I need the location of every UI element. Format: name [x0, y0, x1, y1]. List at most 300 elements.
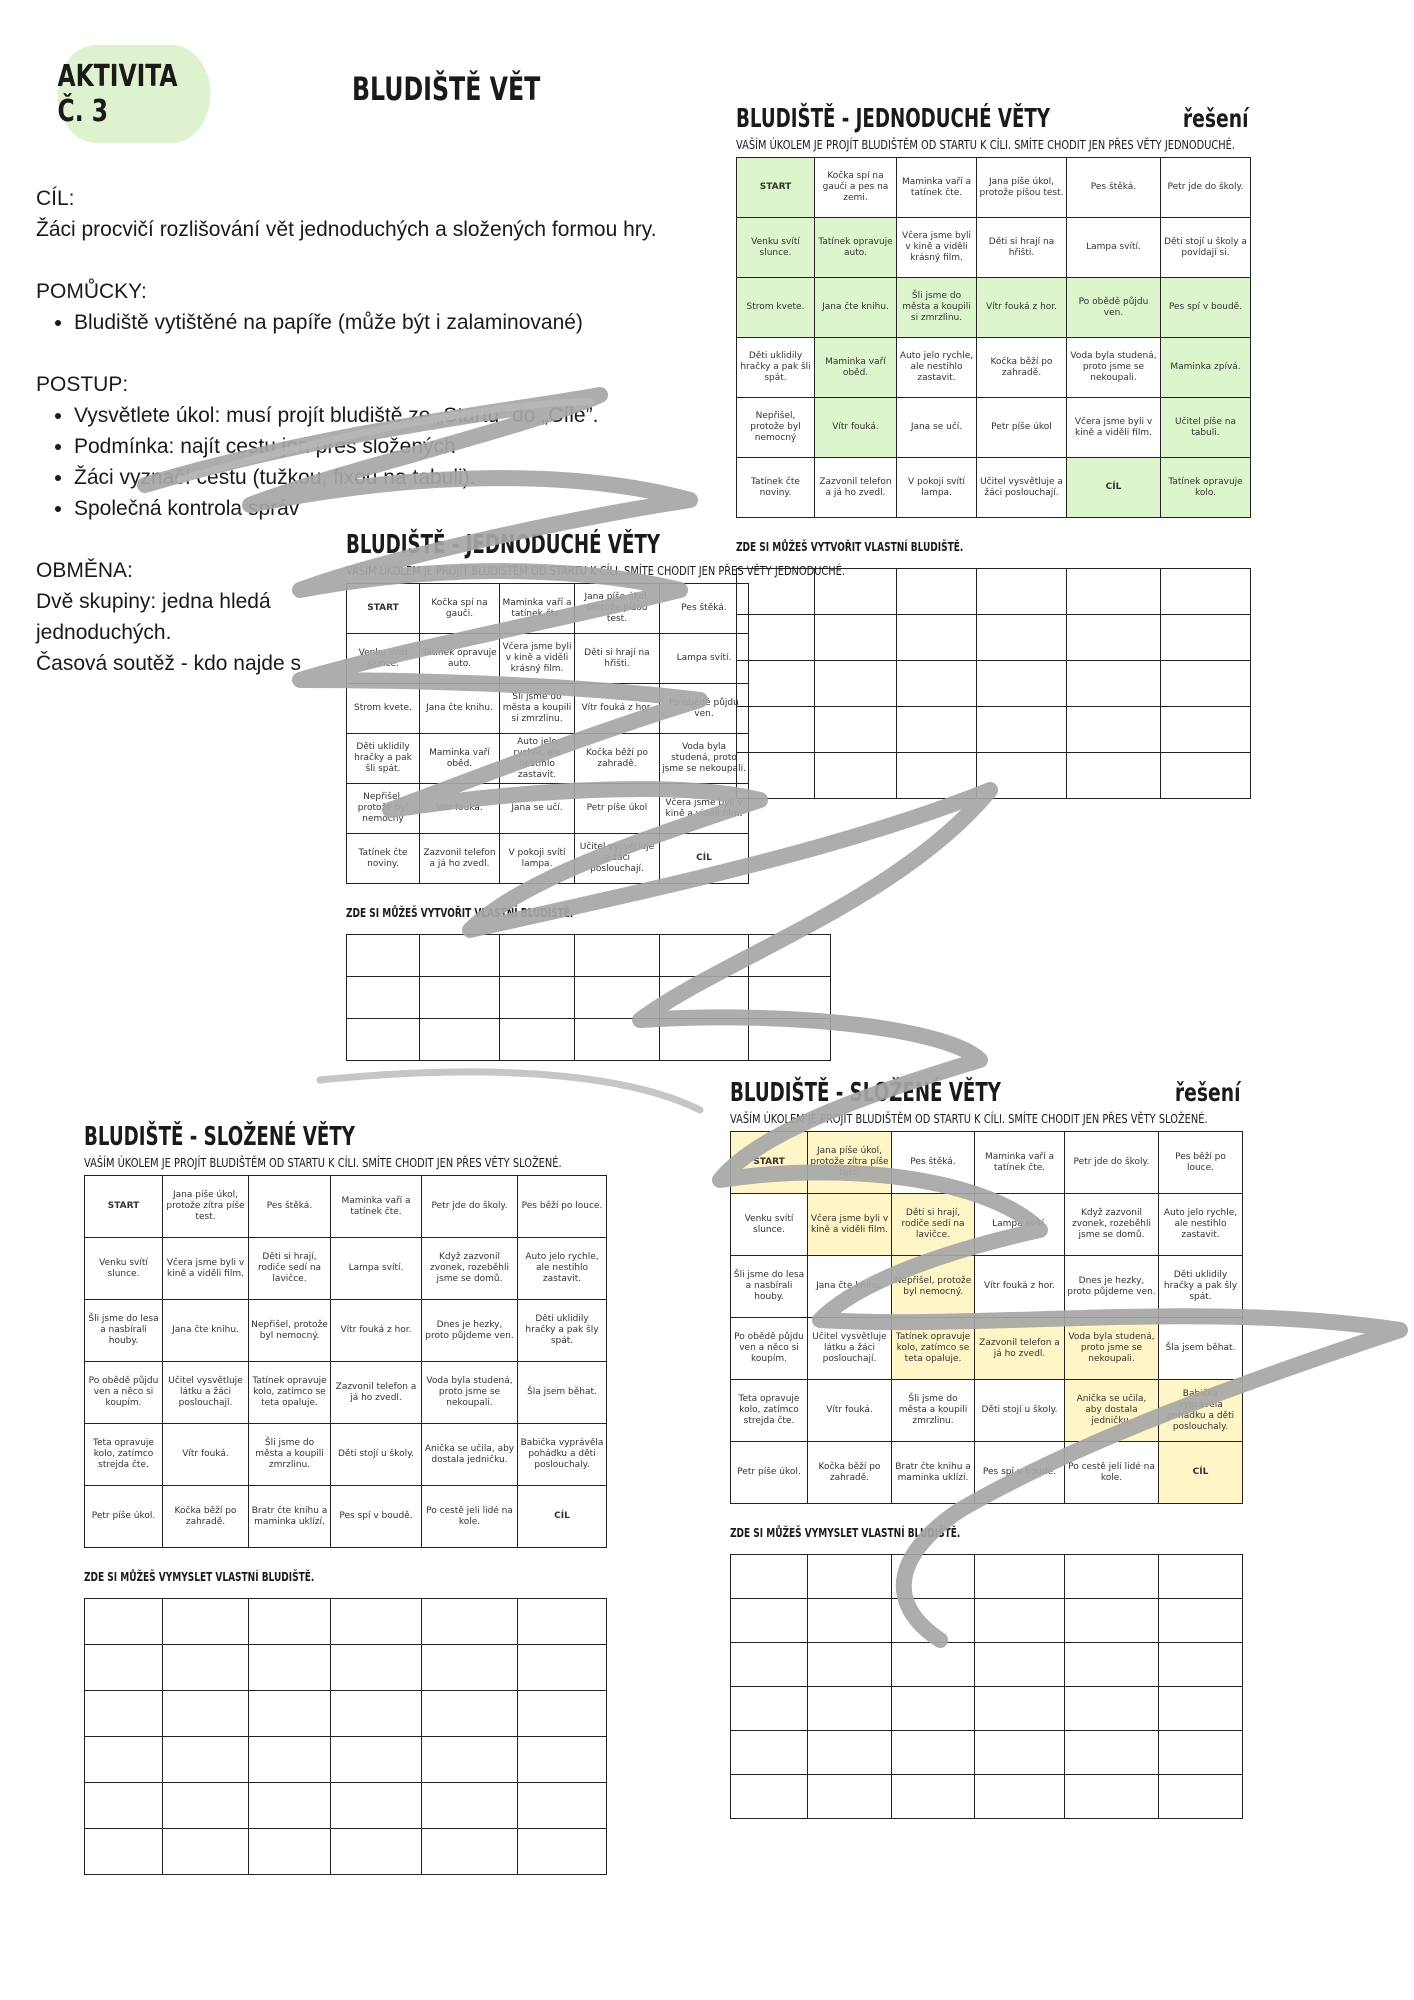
grid-cell[interactable]: [420, 1019, 500, 1061]
maze-cell: Tatínek čte noviny.: [347, 834, 420, 884]
maze-cell: Děti uklidily hračky a pak šli spát.: [737, 338, 815, 398]
maze-cell: Auto jelo rychle, ale nestihlo zastavit.: [500, 734, 575, 784]
grid-cell[interactable]: [1067, 753, 1161, 799]
grid-cell[interactable]: [1159, 1775, 1243, 1819]
maze-cell: Děti si hrají na hřišti.: [977, 218, 1067, 278]
maze-cell: Maminka vaří a tatínek čte.: [331, 1176, 422, 1238]
grid-cell[interactable]: [892, 1731, 975, 1775]
grid-cell[interactable]: [731, 1643, 808, 1687]
grid-cell[interactable]: [975, 1775, 1065, 1819]
maze-cell: Nepřišel, protože byl nemocný.: [892, 1256, 975, 1318]
variation-heading: OBMĚNA:: [36, 559, 133, 582]
maze-cell: Kočka běží po zahradě.: [977, 338, 1067, 398]
grid-cell[interactable]: [347, 977, 420, 1019]
grid-cell[interactable]: [518, 1645, 607, 1691]
grid-cell[interactable]: [249, 1599, 331, 1645]
compound-maze-task: [84, 1122, 606, 1875]
grid-cell[interactable]: [897, 569, 977, 615]
maze-cell: Děti si hrají, rodiče sedí na lavičce.: [249, 1238, 331, 1300]
maze-row: [731, 1132, 1243, 1194]
maze-cell: Šli jsme do města a koupili si zmrzlinu.: [500, 684, 575, 734]
grid-cell[interactable]: [85, 1829, 163, 1875]
grid-cell[interactable]: [749, 935, 831, 977]
grid-cell[interactable]: [163, 1783, 249, 1829]
maze-cell: Vítr fouká.: [163, 1424, 249, 1486]
maze-cell: START: [737, 158, 815, 218]
maze-cell: Včera jsme byli v kině a viděli krásný film.: [500, 634, 575, 684]
maze-cell: Lampa svítí.: [1067, 218, 1161, 278]
grid-cell[interactable]: [892, 1643, 975, 1687]
maze-cell: Šli jsme do lesa a nasbírali houby.: [85, 1300, 163, 1362]
maze-cell: Pes štěká.: [892, 1132, 975, 1194]
grid-cell[interactable]: [975, 1555, 1065, 1599]
maze-cell: Babička vyprávěla pohádku a děti poslouchaly.: [1159, 1380, 1243, 1442]
maze-cell: Šli jsme do lesa a nasbírali houby.: [731, 1256, 808, 1318]
grid-row: [85, 1691, 607, 1737]
maze-cell: Dnes je hezky, proto půjdeme ven.: [422, 1300, 518, 1362]
maze-cell: Petr jde do školy.: [422, 1176, 518, 1238]
grid-cell[interactable]: [422, 1829, 518, 1875]
grid-cell[interactable]: [85, 1737, 163, 1783]
maze-cell: Šli jsme do města a koupili zmrzlinu.: [892, 1380, 975, 1442]
maze-cell: Pes štěká.: [660, 584, 749, 634]
grid-cell[interactable]: [808, 1643, 892, 1687]
grid-cell[interactable]: [422, 1599, 518, 1645]
maze-cell: Děti uklidily hračky a pak šli spát.: [347, 734, 420, 784]
grid-cell[interactable]: [897, 707, 977, 753]
grid-cell[interactable]: [1161, 615, 1251, 661]
maze-cell: Jana čte knihu.: [163, 1300, 249, 1362]
grid-cell[interactable]: [975, 1599, 1065, 1643]
maze-title: BLUDIŠTĚ - JEDNODUCHÉ VĚTY: [736, 104, 1051, 134]
maze-cell: Šla jsem běhat.: [1159, 1318, 1243, 1380]
maze-cell: Tatínek opravuje auto.: [815, 218, 897, 278]
maze-instructions: VAŠÍM ÚKOLEM JE PROJÍT BLUDIŠTĚM OD STARTU K CÍLI. SMÍTE CHODIT JEN PŘES VĚTY SLOŽENÉ.: [84, 1156, 562, 1170]
maze-cell: Vítr fouká z hor.: [575, 684, 660, 734]
grid-cell[interactable]: [815, 615, 897, 661]
tools-heading: POMŮCKY:: [36, 280, 147, 303]
grid-cell[interactable]: [331, 1829, 422, 1875]
grid-cell[interactable]: [892, 1687, 975, 1731]
activity-badge-label: AKTIVITA Č. 3: [57, 59, 178, 129]
maze-row: [737, 218, 1251, 278]
grid-cell[interactable]: [660, 1019, 749, 1061]
grid-cell[interactable]: [815, 753, 897, 799]
grid-cell[interactable]: [975, 1643, 1065, 1687]
grid-cell[interactable]: [737, 615, 815, 661]
maze-cell: Jana čte knihu.: [815, 278, 897, 338]
grid-cell[interactable]: [163, 1737, 249, 1783]
maze-cell: Nepřišel, protože byl nemocný: [737, 398, 815, 458]
grid-cell[interactable]: [1065, 1555, 1159, 1599]
grid-cell[interactable]: [1161, 569, 1251, 615]
maze-cell: Teta opravuje kolo, zatímco strejda čte.: [731, 1380, 808, 1442]
grid-cell[interactable]: [975, 1731, 1065, 1775]
grid-row: [737, 661, 1251, 707]
procedure-list: [36, 400, 696, 524]
grid-cell[interactable]: [977, 753, 1067, 799]
grid-cell[interactable]: [518, 1691, 607, 1737]
grid-cell[interactable]: [977, 707, 1067, 753]
maze-cell: Zazvonil telefon a já ho zvedl.: [420, 834, 500, 884]
grid-row: [85, 1829, 607, 1875]
maze-cell: Když zazvonil zvonek, rozeběhli jsme se domů.: [1065, 1194, 1159, 1256]
grid-cell[interactable]: [1067, 661, 1161, 707]
grid-cell[interactable]: [331, 1783, 422, 1829]
grid-cell[interactable]: [422, 1783, 518, 1829]
grid-cell[interactable]: [575, 935, 660, 977]
own-maze-label: ZDE SI MŮŽEŠ VYMYSLET VLASTNÍ BLUDIŠTĚ.: [730, 1526, 961, 1540]
maze-cell: Bratr čte knihu a maminka uklízí.: [892, 1442, 975, 1504]
maze-cell: Jana píše úkol, protože píšou test.: [575, 584, 660, 634]
grid-cell[interactable]: [892, 1599, 975, 1643]
tools-list: [36, 307, 696, 338]
maze-cell: Pes běží po louce.: [1159, 1132, 1243, 1194]
maze-cell: Tatínek opravuje kolo.: [1161, 458, 1251, 518]
grid-cell[interactable]: [85, 1645, 163, 1691]
grid-cell[interactable]: [731, 1731, 808, 1775]
maze-cell: Šli jsme do města a koupili zmrzlinu.: [249, 1424, 331, 1486]
grid-cell[interactable]: [85, 1783, 163, 1829]
maze-cell: CÍL: [1159, 1442, 1243, 1504]
grid-row: [731, 1555, 1243, 1599]
grid-cell[interactable]: [347, 1019, 420, 1061]
grid-cell[interactable]: [249, 1737, 331, 1783]
maze-cell: CÍL: [660, 834, 749, 884]
maze-cell: Včera jsme byli v kině a viděli krásný film.: [897, 218, 977, 278]
maze-cell: Jana se učí.: [500, 784, 575, 834]
grid-row: [347, 977, 831, 1019]
maze-cell: CÍL: [1067, 458, 1161, 518]
maze-cell: Lampa svítí.: [660, 634, 749, 684]
grid-row: [347, 935, 831, 977]
maze-cell: Kočka spí na gauči a pes na zemi.: [815, 158, 897, 218]
maze-cell: Tatínek opravuje kolo, zatímco se teta opaluje.: [892, 1318, 975, 1380]
grid-row: [347, 1019, 831, 1061]
maze-cell: Petr píše úkol.: [731, 1442, 808, 1504]
maze-cell: Pes štěká.: [249, 1176, 331, 1238]
maze-cell: Pes spí v boudě.: [1161, 278, 1251, 338]
grid-cell[interactable]: [1065, 1687, 1159, 1731]
maze-cell: Petr píše úkol: [575, 784, 660, 834]
grid-cell[interactable]: [731, 1775, 808, 1819]
maze-cell: Maminka vaří oběd.: [815, 338, 897, 398]
maze-table: [736, 157, 1251, 518]
grid-cell[interactable]: [163, 1645, 249, 1691]
grid-row: [731, 1775, 1243, 1819]
grid-cell[interactable]: [331, 1737, 422, 1783]
maze-title: BLUDIŠTĚ - JEDNODUCHÉ VĚTY: [346, 530, 661, 560]
maze-row: [347, 834, 831, 884]
grid-cell[interactable]: [808, 1687, 892, 1731]
activity-badge: [58, 45, 211, 143]
grid-cell[interactable]: [422, 1737, 518, 1783]
maze-cell: V pokoji svítí lampa.: [500, 834, 575, 884]
grid-cell[interactable]: [1067, 569, 1161, 615]
grid-cell[interactable]: [163, 1599, 249, 1645]
maze-cell: Včera jsme byli v kině a viděli film.: [660, 784, 749, 834]
maze-table: [84, 1175, 607, 1548]
maze-cell: Učitel píše na tabuli.: [1161, 398, 1251, 458]
maze-cell: Děti stojí u školy.: [331, 1424, 422, 1486]
maze-cell: CÍL: [518, 1486, 607, 1548]
maze-cell: START: [85, 1176, 163, 1238]
maze-cell: Včera jsme byli v kině a viděli film.: [1067, 398, 1161, 458]
maze-cell: Voda byla studená, proto jsme se nekoupali.: [1067, 338, 1161, 398]
grid-cell[interactable]: [249, 1783, 331, 1829]
grid-cell[interactable]: [331, 1691, 422, 1737]
maze-cell: Petr píše úkol: [977, 398, 1067, 458]
maze-cell: Tatínek čte noviny.: [737, 458, 815, 518]
grid-cell[interactable]: [249, 1645, 331, 1691]
grid-cell[interactable]: [897, 615, 977, 661]
maze-cell: Kočka běží po zahradě.: [575, 734, 660, 784]
grid-cell[interactable]: [1065, 1731, 1159, 1775]
maze-cell: Venku svítí slunce.: [731, 1194, 808, 1256]
grid-cell[interactable]: [815, 707, 897, 753]
maze-cell: Lampa svítí.: [331, 1238, 422, 1300]
maze-cell: Když zazvonil zvonek, rozeběhli jsme se domů.: [422, 1238, 518, 1300]
maze-cell: Tatínek opravuje kolo, zatímco se teta opaluje.: [249, 1362, 331, 1424]
own-maze-label: ZDE SI MŮŽEŠ VYTVOŘIT VLASTNÍ BLUDIŠTĚ.: [736, 540, 964, 554]
maze-cell: Pes spí v boudě.: [331, 1486, 422, 1548]
maze-cell: Děti uklidily hračky a pak šly spát.: [1159, 1256, 1243, 1318]
maze-cell: Pes běží po louce.: [518, 1176, 607, 1238]
maze-cell: Maminka vaří a tatínek čte.: [897, 158, 977, 218]
maze-row: [731, 1318, 1243, 1380]
grid-cell[interactable]: [1161, 753, 1251, 799]
maze-row: [85, 1300, 607, 1362]
maze-cell: Děti uklidily hračky a pak šly spát.: [518, 1300, 607, 1362]
maze-cell: Děti stojí u školy a povídají si.: [1161, 218, 1251, 278]
grid-cell[interactable]: [660, 977, 749, 1019]
maze-title: BLUDIŠTĚ - SLOŽENÉ VĚTY: [84, 1122, 355, 1152]
grid-row: [737, 707, 1251, 753]
compound-maze-solution: [730, 1078, 1242, 1819]
grid-cell[interactable]: [660, 935, 749, 977]
maze-instructions: VAŠÍM ÚKOLEM JE PROJÍT BLUDIŠTĚM OD STARTU K CÍLI. SMÍTE CHODIT JEN PŘES VĚTY SLOŽENÉ.: [730, 1112, 1208, 1126]
list-item: • Podmínka: najít cestu jen přes složených: [74, 431, 696, 462]
grid-cell[interactable]: [1159, 1599, 1243, 1643]
blank-maze-grid: [730, 1554, 1243, 1819]
maze-cell: Voda byla studená, proto jsme se nekoupali.: [1065, 1318, 1159, 1380]
grid-cell[interactable]: [500, 1019, 575, 1061]
maze-cell: Děti si hrají, rodiče sedí na lavičce.: [892, 1194, 975, 1256]
maze-cell: Jana čte knihu.: [808, 1256, 892, 1318]
grid-cell[interactable]: [1065, 1599, 1159, 1643]
grid-cell[interactable]: [249, 1829, 331, 1875]
list-item: • Společná kontrola správ: [74, 493, 696, 524]
grid-cell[interactable]: [808, 1555, 892, 1599]
maze-cell: Jana píše úkol, protože zítra píše test.: [808, 1132, 892, 1194]
grid-cell[interactable]: [163, 1829, 249, 1875]
grid-cell[interactable]: [892, 1775, 975, 1819]
variation-line: jednoduchých.: [36, 621, 172, 644]
grid-row: [737, 615, 1251, 661]
grid-cell[interactable]: [518, 1599, 607, 1645]
grid-cell[interactable]: [977, 615, 1067, 661]
grid-cell[interactable]: [737, 707, 815, 753]
maze-row: [737, 278, 1251, 338]
grid-cell[interactable]: [737, 661, 815, 707]
grid-cell[interactable]: [977, 569, 1067, 615]
maze-instructions: VAŠÍM ÚKOLEM JE PROJÍT BLUDIŠTĚM OD STARTU K CÍLI. SMÍTE CHODIT JEN PŘES VĚTY JEDNODUCHÉ.: [346, 564, 846, 578]
maze-cell: Jana píše úkol, protože zítra píše test.: [163, 1176, 249, 1238]
grid-cell[interactable]: [1159, 1731, 1243, 1775]
maze-cell: Po obědě půjdu ven a něco si koupím.: [85, 1362, 163, 1424]
maze-cell: Po obědě půjdu ven.: [1067, 278, 1161, 338]
maze-cell: Vítr fouká z hor.: [331, 1300, 422, 1362]
maze-cell: Petr jde do školy.: [1065, 1132, 1159, 1194]
grid-cell[interactable]: [163, 1691, 249, 1737]
maze-cell: Jana píše úkol, protože píšou test.: [977, 158, 1067, 218]
maze-cell: Učitel vysvětluje a žáci poslouchají.: [575, 834, 660, 884]
grid-row: [85, 1783, 607, 1829]
blank-maze-grid: [84, 1598, 607, 1875]
maze-cell: Anička se učila, aby dostala jedničku.: [422, 1424, 518, 1486]
grid-cell[interactable]: [737, 753, 815, 799]
maze-cell: Voda byla studená, proto jsme se nekoupali.: [422, 1362, 518, 1424]
grid-cell[interactable]: [518, 1783, 607, 1829]
maze-cell: Vítr fouká z hor.: [977, 278, 1067, 338]
grid-cell[interactable]: [575, 1019, 660, 1061]
grid-cell[interactable]: [731, 1687, 808, 1731]
grid-cell[interactable]: [808, 1599, 892, 1643]
grid-cell[interactable]: [1067, 707, 1161, 753]
grid-cell[interactable]: [1067, 615, 1161, 661]
solution-label: řešení: [1182, 104, 1248, 133]
grid-cell[interactable]: [808, 1775, 892, 1819]
maze-cell: Děti si hrají na hřišti.: [575, 634, 660, 684]
grid-cell[interactable]: [897, 661, 977, 707]
grid-cell[interactable]: [422, 1691, 518, 1737]
grid-cell[interactable]: [815, 569, 897, 615]
grid-row: [731, 1599, 1243, 1643]
grid-cell[interactable]: [1159, 1643, 1243, 1687]
maze-cell: Kočka běží po zahradě.: [163, 1486, 249, 1548]
maze-row: [85, 1424, 607, 1486]
maze-cell: Lampa svítí.: [975, 1194, 1065, 1256]
grid-cell[interactable]: [422, 1645, 518, 1691]
grid-cell[interactable]: [749, 1019, 831, 1061]
grid-cell[interactable]: [1159, 1687, 1243, 1731]
grid-row: [737, 753, 1251, 799]
maze-cell: Šla jsem běhat.: [518, 1362, 607, 1424]
grid-cell[interactable]: [518, 1829, 607, 1875]
maze-row: [85, 1362, 607, 1424]
grid-cell[interactable]: [518, 1737, 607, 1783]
grid-row: [737, 569, 1251, 615]
grid-cell[interactable]: [731, 1599, 808, 1643]
maze-cell: START: [731, 1132, 808, 1194]
grid-cell[interactable]: [1161, 707, 1251, 753]
grid-cell[interactable]: [500, 977, 575, 1019]
grid-row: [85, 1599, 607, 1645]
maze-cell: Včera jsme byli v kině a viděli film.: [808, 1194, 892, 1256]
maze-cell: Vítr fouká.: [808, 1380, 892, 1442]
maze-cell: Kočka běží po zahradě.: [808, 1442, 892, 1504]
grid-cell[interactable]: [815, 661, 897, 707]
maze-cell: Auto jelo rychle, ale nestihlo zastavit.: [518, 1238, 607, 1300]
maze-cell: Pes štěká.: [1067, 158, 1161, 218]
maze-cell: Vítr fouká z hor.: [975, 1256, 1065, 1318]
maze-cell: Strom kvete.: [737, 278, 815, 338]
grid-cell[interactable]: [731, 1555, 808, 1599]
grid-cell[interactable]: [331, 1645, 422, 1691]
maze-cell: Venku svítí slunce.: [85, 1238, 163, 1300]
grid-cell[interactable]: [331, 1599, 422, 1645]
grid-cell[interactable]: [808, 1731, 892, 1775]
maze-cell: Nepřišel, protože byl nemocný: [347, 784, 420, 834]
grid-cell[interactable]: [1161, 661, 1251, 707]
grid-cell[interactable]: [975, 1687, 1065, 1731]
maze-cell: Zazvonil telefon a já ho zvedl.: [815, 458, 897, 518]
simple-maze-solution: [736, 104, 1250, 799]
grid-cell[interactable]: [85, 1599, 163, 1645]
maze-cell: Učitel vysvětluje a žáci poslouchají.: [977, 458, 1067, 518]
maze-row: [731, 1256, 1243, 1318]
grid-cell[interactable]: [1065, 1775, 1159, 1819]
grid-cell[interactable]: [1065, 1643, 1159, 1687]
list-item: • Vysvětlete úkol: musí projít bludiště ze „Startu” do „Cíle”.: [74, 400, 696, 431]
grid-cell[interactable]: [892, 1555, 975, 1599]
maze-title: BLUDIŠTĚ - SLOŽENÉ VĚTY: [730, 1078, 1001, 1108]
maze-row: [85, 1486, 607, 1548]
maze-cell: Teta opravuje kolo, zatímco strejda čte.: [85, 1424, 163, 1486]
grid-row: [731, 1643, 1243, 1687]
maze-cell: Petr jde do školy.: [1161, 158, 1251, 218]
maze-cell: Babička vyprávěla pohádku a děti poslouchaly.: [518, 1424, 607, 1486]
blank-maze-grid: [346, 934, 831, 1061]
maze-row: [85, 1176, 607, 1238]
maze-cell: Auto jelo rychle, ale nestihlo zastavit.: [1159, 1194, 1243, 1256]
maze-cell: Vítr fouká.: [420, 784, 500, 834]
grid-cell[interactable]: [737, 569, 815, 615]
grid-cell[interactable]: [500, 935, 575, 977]
maze-cell: Anička se učila, aby dostala jedničku.: [1065, 1380, 1159, 1442]
own-maze-label: ZDE SI MŮŽEŠ VYMYSLET VLASTNÍ BLUDIŠTĚ.: [84, 1570, 315, 1584]
maze-cell: Venku svítí slunce.: [737, 218, 815, 278]
grid-cell[interactable]: [977, 661, 1067, 707]
maze-cell: Petr píše úkol.: [85, 1486, 163, 1548]
grid-cell[interactable]: [347, 935, 420, 977]
maze-cell: Po obědě půjdu ven.: [660, 684, 749, 734]
list-item: • Bludiště vytištěné na papíře (může být i zalaminované): [74, 307, 696, 338]
maze-cell: Pes spí v boudě.: [975, 1442, 1065, 1504]
solution-label: řešení: [1174, 1078, 1240, 1107]
maze-cell: Po cestě jeli lidé na kole.: [1065, 1442, 1159, 1504]
maze-cell: Maminka vaří a tatínek čte.: [500, 584, 575, 634]
maze-cell: START: [347, 584, 420, 634]
maze-row: [737, 158, 1251, 218]
grid-cell[interactable]: [575, 977, 660, 1019]
maze-table: [730, 1131, 1243, 1504]
grid-cell[interactable]: [420, 935, 500, 977]
grid-cell[interactable]: [85, 1691, 163, 1737]
maze-cell: Děti stojí u školy.: [975, 1380, 1065, 1442]
maze-cell: Po obědě půjdu ven a něco si koupím.: [731, 1318, 808, 1380]
maze-row: [85, 1238, 607, 1300]
maze-cell: Nepřišel, protože byl nemocný.: [249, 1300, 331, 1362]
grid-cell[interactable]: [1159, 1555, 1243, 1599]
grid-cell[interactable]: [897, 753, 977, 799]
maze-cell: Voda byla studená, proto jsme se nekoupali.: [660, 734, 749, 784]
list-item: • Žáci vyznačí cestu (tužkou, fixou na tabuli).: [74, 462, 696, 493]
grid-cell[interactable]: [749, 977, 831, 1019]
grid-cell[interactable]: [249, 1691, 331, 1737]
grid-cell[interactable]: [420, 977, 500, 1019]
maze-cell: Včera jsme byli v kině a viděli film.: [163, 1238, 249, 1300]
